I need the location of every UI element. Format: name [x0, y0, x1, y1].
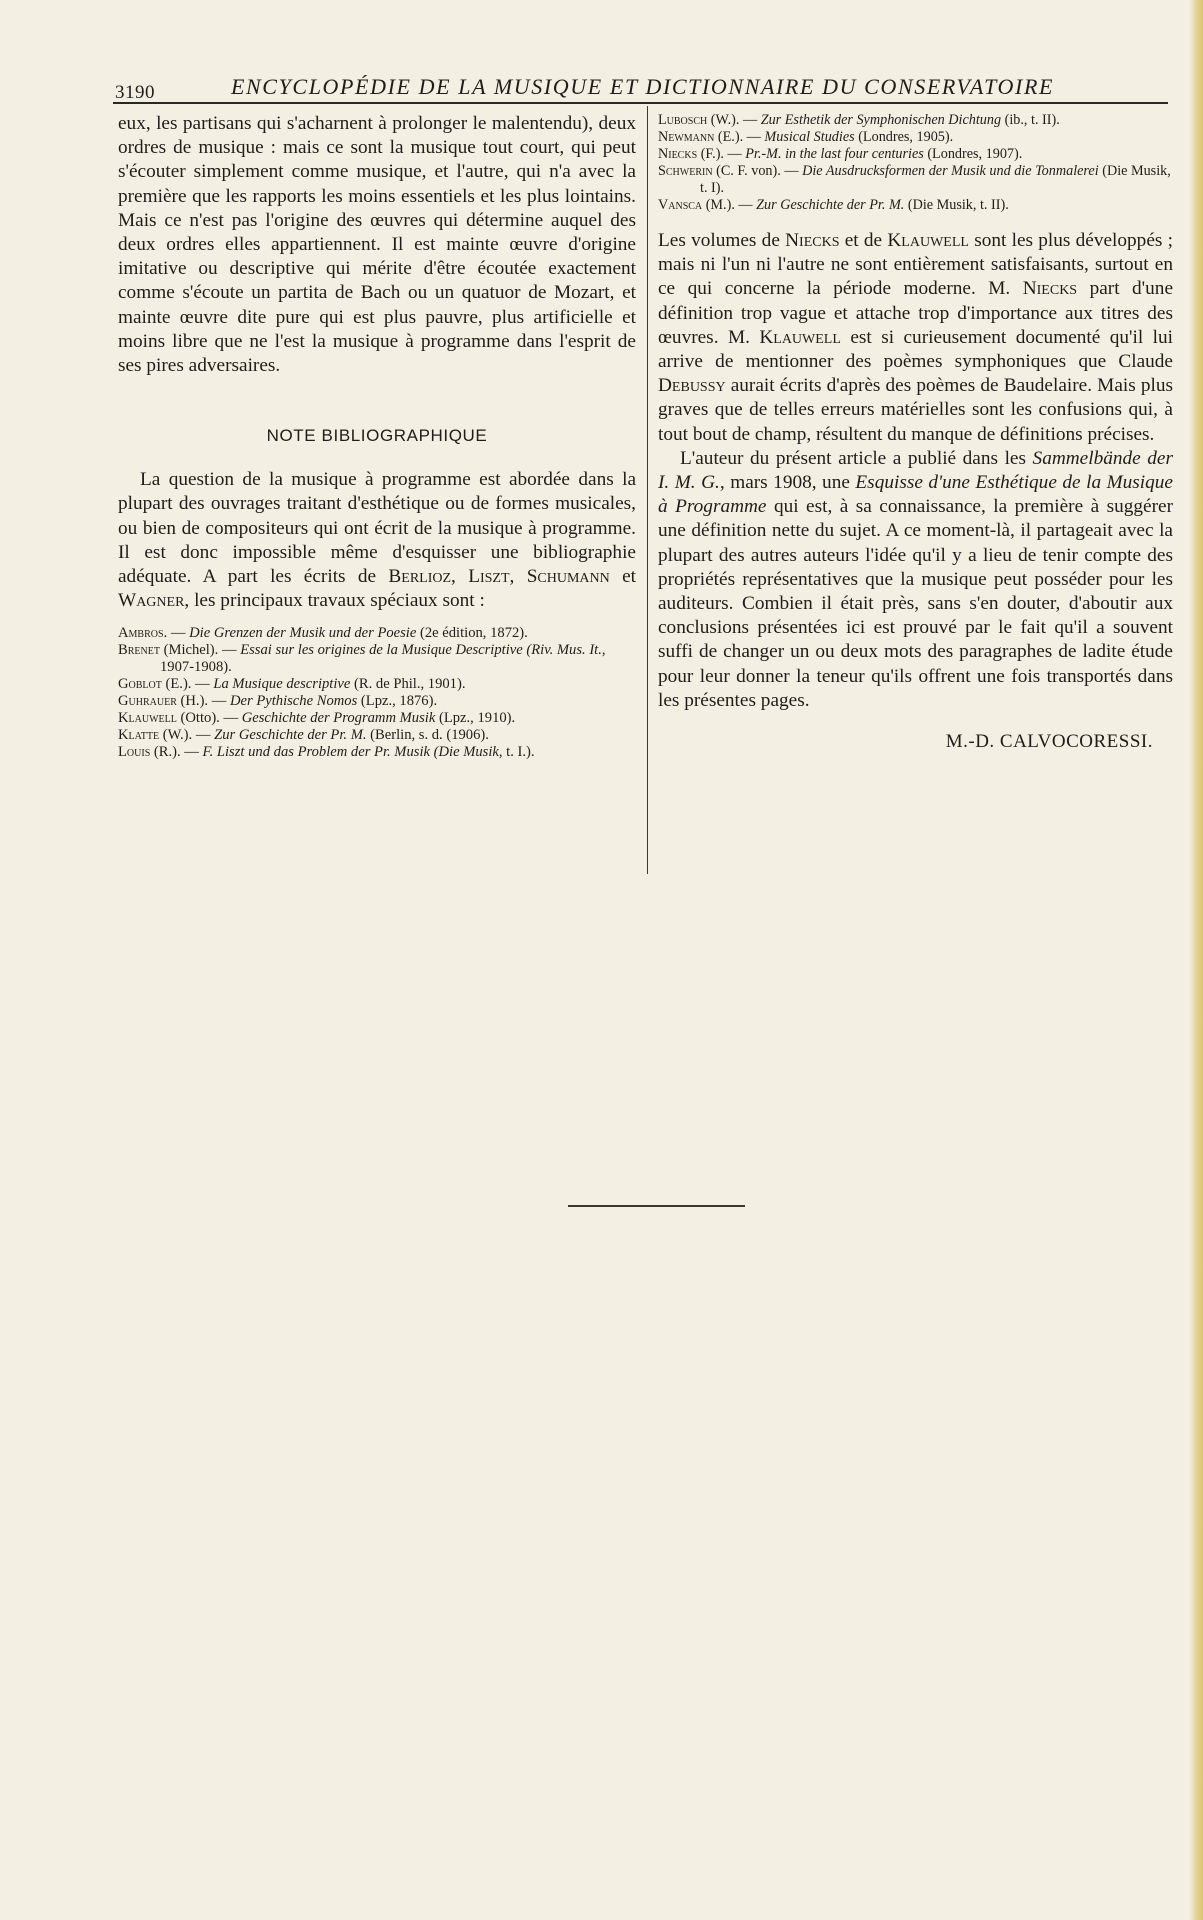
body-paragraph: La question de la musique à programme est abordée dans la plupart des ouvrages traitant d'esthétique ou de formes musicales, ou bien de compositeurs qui ont écrit de la musique à programme. Il est donc impossible même d'esquisser une bibliographie adéquate. A part les écrits de Berlioz, Liszt, Schumann et Wagner, les principaux travaux spéciaux sont : — [118, 469, 637, 612]
bibliography-entry: Ambros. — Die Grenzen der Musik und der Poesie (2e édition, 1872). — [118, 625, 528, 642]
bibliography-entry: Brenet (Michel). — Essai sur les origines de la Musique Descriptive (Riv. Mus. It., 1907-1908). — [118, 642, 606, 676]
bibliography-entry: Niecks (F.). — Pr.-M. in the last four centuries (Londres, 1907). — [658, 146, 1023, 162]
page-edge — [1189, 0, 1203, 1920]
bibliography-entry: Vansca (M.). — Zur Geschichte der Pr. M. (Die Musik, t. II). — [658, 197, 1009, 213]
composer-name: Berlioz — [388, 566, 452, 588]
left-column — [118, 112, 636, 761]
composer-name: Wagner — [118, 590, 185, 612]
author-name: Klauwell — [887, 230, 969, 251]
section-heading: NOTE BIBLIOGRAPHIQUE — [266, 426, 488, 446]
author-name: Niecks — [785, 230, 840, 251]
running-title: ENCYCLOPÉDIE DE LA MUSIQUE ET DICTIONNAIRE DU CONSERVATOIRE — [231, 74, 1055, 99]
bibliography-entry: Schwerin (C. F. von). — Die Ausdrucksformen der Musik und die Tonmalerei (Die Musik, t. I). — [658, 163, 1171, 196]
right-column — [658, 112, 1173, 753]
body-paragraph: Les volumes de Niecks et de Klauwell sont les plus développés ; mais ni l'un ni l'autre ne sont entièrement satisfaisants, surtout en ce qui concerne la période moderne. M. Niecks part d'une définition trop vague et attache trop d'importance aux titres des œuvres. M. Klauwell est si curieusement documenté qu'il lui arrive de mentionner des poèmes symphoniques que Claude Debussy aurait écrits d'après des poèmes de Baudelaire. Mais plus graves que de telles erreurs matérielles sont les confusions qui, à tout bout de champ, résultent du manque de définitions précises. — [658, 230, 1173, 445]
bibliography-entry: Louis (R.). — F. Liszt und das Problem der Pr. Musik (Die Musik, t. I.). — [118, 744, 535, 761]
page-number: 3190 — [115, 82, 155, 103]
page-header — [113, 74, 1168, 104]
closing-rule — [568, 1205, 745, 1207]
bibliography-entry: Guhrauer (H.). — Der Pythische Nomos (Lpz., 1876). — [118, 693, 438, 710]
bibliography-entry: Klatte (W.). — Zur Geschichte der Pr. M. (Berlin, s. d. (1906). — [118, 727, 489, 744]
column-divider — [647, 106, 648, 874]
bibliography-list — [118, 625, 636, 761]
composer-name: Liszt — [468, 566, 510, 588]
author-name: Klauwell — [759, 326, 841, 348]
bibliography-entry: Newmann (E.). — Musical Studies (Londres, 1905). — [658, 129, 954, 145]
author-signature: M.-D. CALVOCORESSI. — [945, 731, 1153, 753]
body-paragraph: eux, les partisans qui s'acharnent à prolonger le malentendu), deux ordres de musique : mais ce sont la musique tout court, qui peut s'écouter simplement comme musique, et l'autre, qui n'a avec la première que les rapports les moins essentiels et les plus lointains. Mais ce n'est pas l'origine des œuvres qui détermine auquel des deux ordres elles appartiennent. Il est mainte œuvre d'origine imitative ou descriptive qui mérite d'être écoutée exactement comme s'écoute un partita de Bach ou un quatuor de Mozart, et mainte œuvre dite pure qui est plus pauvre, plus artificielle et moins libre que ne l'est la musique à programme dans l'esprit de ses pires adversaires. — [118, 113, 636, 377]
composer-name: Schumann — [526, 566, 610, 588]
composer-name: Debussy — [658, 375, 726, 397]
bibliography-entry: Lubosch (W.). — Zur Esthetik der Symphonischen Dichtung (ib., t. II). — [658, 112, 1060, 128]
bibliography-entry: Goblot (E.). — La Musique descriptive (R. de Phil., 1901). — [118, 676, 466, 693]
author-name: Niecks — [1022, 278, 1078, 300]
bibliography-entry: Klauwell (Otto). — Geschichte der Programm Musik (Lpz., 1910). — [118, 710, 516, 727]
body-paragraph: L'auteur du présent article a publié dans les Sammelbände der I. M. G., mars 1908, une Esquisse d'une Esthétique de la Musique à Programme qui est, à sa connaissance, la première à suggérer une définition nette du sujet. A ce moment-là, il partageait avec la plupart des autres auteurs l'idée qu'il y a lieu de tenir compte des propriétés représentatives que la musique peut posséder pour les auditeurs. Combien il était près, sans s'en douter, d'aboutir aux conclusions présentées ici est prouvé par le fait qu'il a souvent suffi de changer un ou deux mots des paragraphes de ladite étude pour leur donner la teneur qu'ils offrent une fois transportés dans les présentes pages. — [658, 447, 1173, 711]
bibliography-list — [658, 112, 1173, 214]
